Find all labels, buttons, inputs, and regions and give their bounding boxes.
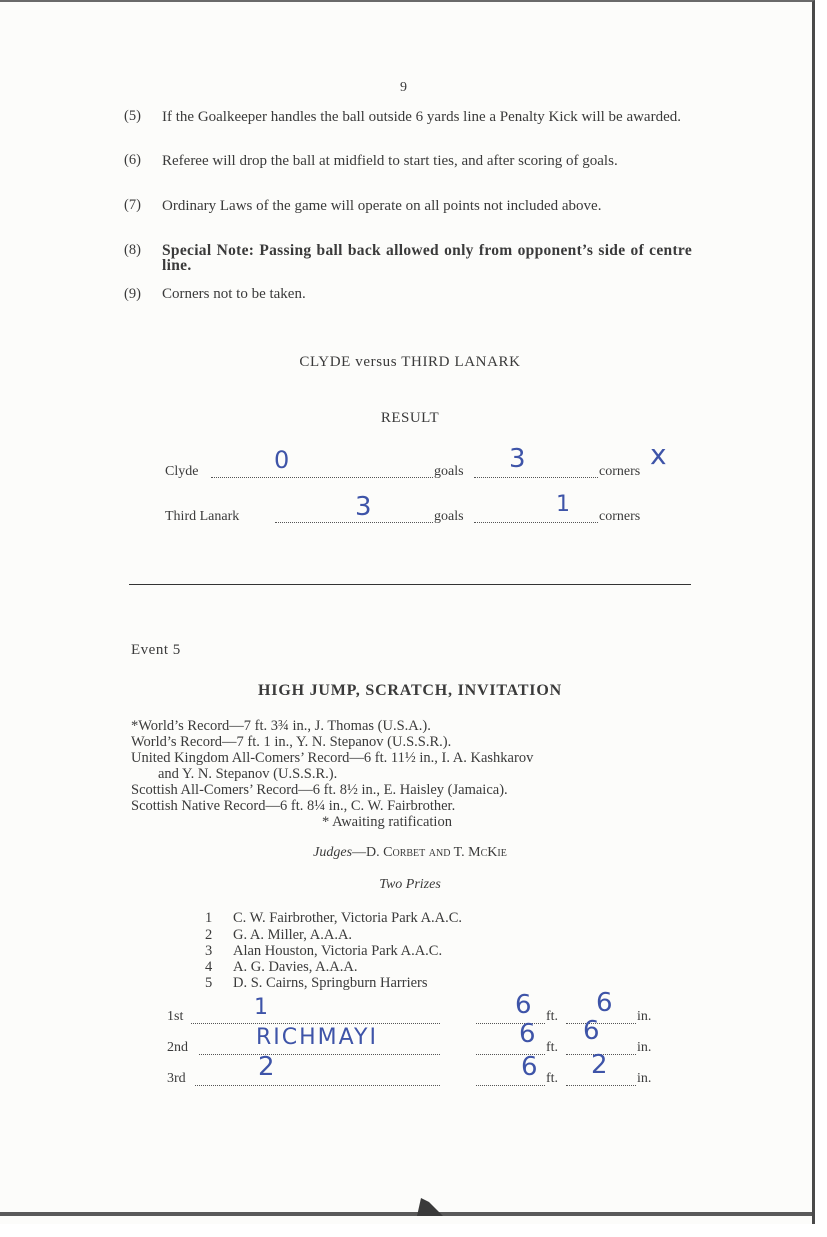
section-divider: [129, 584, 691, 585]
in-label: in.: [637, 1040, 652, 1055]
competitor-number: 1: [205, 910, 213, 926]
placing-2nd-in-handwritten: 6: [583, 1016, 600, 1046]
record-line: *World’s Record—7 ft. 3¾ in., J. Thomas (U.S.A.).: [131, 718, 431, 734]
placing-2nd-ft-handwritten: 6: [519, 1019, 536, 1049]
clyde-goals-handwritten: 0: [274, 446, 290, 474]
match-title: CLYDE versus THIRD LANARK: [299, 354, 521, 370]
record-line: Scottish Native Record—6 ft. 8¼ in., C. W. Fairbrother.: [131, 798, 456, 814]
ratification-note: * Awaiting ratification: [322, 814, 452, 830]
team-name-clyde: Clyde: [165, 464, 199, 479]
clyde-mark-handwritten: x: [650, 438, 667, 471]
in-label: in.: [637, 1071, 652, 1086]
page-number: 9: [400, 80, 407, 95]
result-heading: RESULT: [380, 410, 440, 426]
team-name-third-lanark: Third Lanark: [165, 509, 240, 524]
rule-number: (5): [124, 108, 141, 124]
prizes-note: Two Prizes: [379, 877, 441, 892]
corners-fill-line: [474, 465, 598, 478]
placing-name-line: [191, 1011, 440, 1024]
ft-label: ft.: [546, 1071, 559, 1086]
goals-label: goals: [434, 464, 464, 479]
ft-label: ft.: [546, 1009, 559, 1024]
placing-3rd-ft-handwritten: 6: [521, 1052, 538, 1082]
rule-number: (9): [124, 286, 141, 302]
rule-text-special-note: Special Note: Passing ball back allowed only from opponent’s side of centre line.: [162, 242, 692, 274]
rule-number: (8): [124, 242, 141, 258]
record-line: United Kingdom All-Comers’ Record—6 ft. 11½ in., I. A. Kashkarov: [131, 750, 534, 766]
placing-1st-in-handwritten: 6: [596, 988, 613, 1018]
paper-tear-icon: [415, 1196, 445, 1218]
rule-number: (6): [124, 152, 141, 168]
competitor-name: Alan Houston, Victoria Park A.A.C.: [233, 943, 443, 959]
place-label-3rd: 3rd: [167, 1071, 186, 1086]
placing-1st-handwritten: 1: [254, 995, 268, 1020]
judges-label: Judges: [313, 845, 353, 860]
competitor-number: 4: [205, 959, 213, 975]
ft-label: ft.: [546, 1040, 559, 1055]
competitor-number: 3: [205, 943, 213, 959]
rule-text: Corners not to be taken.: [162, 286, 306, 302]
judges-line: [130, 845, 690, 861]
goals-fill-line: [211, 465, 433, 478]
record-line: Scottish All-Comers’ Record—6 ft. 8½ in., E. Haisley (Jamaica).: [131, 782, 508, 798]
rule-number: (7): [124, 197, 141, 213]
place-label-1st: 1st: [167, 1009, 184, 1024]
competitor-name: G. A. Miller, A.A.A.: [233, 927, 353, 943]
placing-3rd-handwritten: 2: [258, 1052, 275, 1082]
placing-1st-ft-handwritten: 6: [515, 990, 532, 1020]
third-lanark-goals-handwritten: 3: [355, 492, 372, 522]
record-line: and Y. N. Stepanov (U.S.S.R.).: [158, 766, 338, 782]
competitor-number: 5: [205, 975, 213, 991]
goals-label: goals: [434, 509, 464, 524]
judges-names: —D. Corbet and T. McKie: [352, 845, 507, 860]
rule-text: If the Goalkeeper handles the ball outside 6 yards line a Penalty Kick will be awarded.: [162, 109, 681, 125]
competitor-name: A. G. Davies, A.A.A.: [233, 959, 358, 975]
placing-name-line: [195, 1073, 440, 1086]
record-line: World’s Record—7 ft. 1 in., Y. N. Stepanov (U.S.S.R.).: [131, 734, 452, 750]
corners-label: corners: [599, 464, 641, 479]
competitor-number: 2: [205, 927, 213, 943]
competitor-name: D. S. Cairns, Springburn Harriers: [233, 975, 428, 991]
page-bottom-edge: [0, 1212, 812, 1216]
corners-label: corners: [599, 509, 641, 524]
rule-text: Referee will drop the ball at midfield to start ties, and after scoring of goals.: [162, 153, 618, 169]
placing-2nd-handwritten: RICHMAYI: [256, 1025, 378, 1050]
competitor-name: C. W. Fairbrother, Victoria Park A.A.C.: [233, 910, 463, 926]
corners-fill-line: [474, 510, 598, 523]
rule-text: Ordinary Laws of the game will operate on all points not included above.: [162, 198, 602, 214]
clyde-corners-handwritten: 3: [509, 444, 526, 474]
event-label: Event 5: [131, 642, 181, 658]
in-label: in.: [637, 1009, 652, 1024]
place-label-2nd: 2nd: [167, 1040, 188, 1055]
third-lanark-corners-handwritten: 1: [556, 492, 570, 517]
event-title: HIGH JUMP, SCRATCH, INVITATION: [258, 682, 562, 699]
placing-3rd-in-handwritten: 2: [591, 1050, 608, 1080]
goals-fill-line: [275, 510, 433, 523]
